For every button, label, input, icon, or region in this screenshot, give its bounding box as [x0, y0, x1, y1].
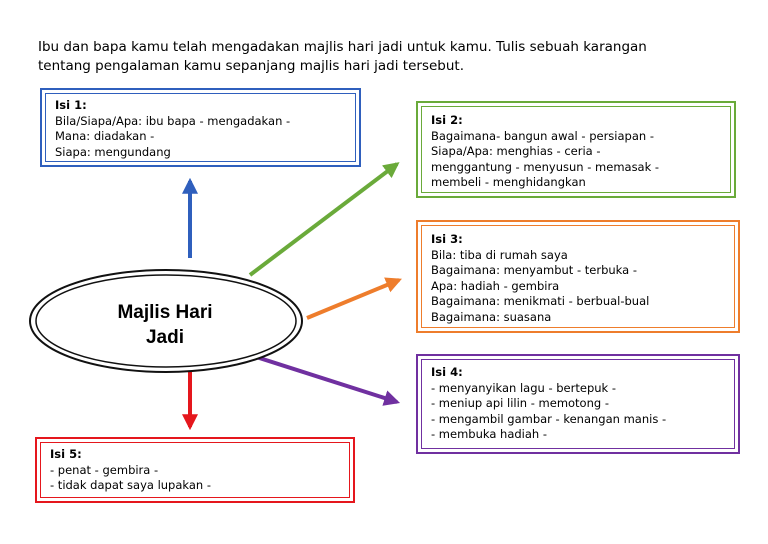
isi-2-title: Isi 2: — [431, 113, 463, 127]
isi-2-line: Siapa/Apa: menghias - ceria - — [431, 144, 601, 158]
isi-3-line: Bila: tiba di rumah saya — [431, 247, 568, 262]
isi-3-line: Bagaimana: menikmati - berbual-bual — [431, 294, 650, 308]
isi-5-title: Isi 5: — [50, 447, 82, 461]
isi-3-box — [416, 220, 740, 333]
arrow-to-isi-4 — [250, 355, 397, 402]
isi-4-line: - membuka hadiah - — [431, 427, 548, 441]
isi-1-title: Isi 1: — [55, 98, 87, 112]
center-topic — [100, 300, 230, 350]
instruction-line-1: Ibu dan bapa kamu telah mengadakan majlis hari jadi untuk kamu. Tulis sebuah karangan — [38, 39, 647, 55]
isi-4-line: - menyanyikan lagu - bertepuk - — [431, 380, 616, 395]
isi-5-line: - penat - gembira - — [50, 462, 159, 477]
isi-2-line: Bagaimana- bangun awal - persiapan - — [431, 128, 654, 143]
arrow-to-isi-3 — [307, 280, 399, 318]
isi-4-title: Isi 4: — [431, 365, 463, 379]
isi-2-box — [416, 101, 736, 198]
instruction-line-2: tentang pengalaman kamu sepanjang majlis hari jadi tersebut. — [38, 58, 464, 74]
isi-5-box — [35, 437, 355, 503]
isi-1-line: Mana: diadakan - — [55, 129, 155, 143]
isi-4-line: - mengambil gambar - kenangan manis - — [431, 411, 667, 426]
isi-2-line: menggantung - menyusun - memasak - — [431, 159, 660, 174]
center-topic-line-1: Majlis Hari — [117, 302, 213, 323]
isi-3-line: Bagaimana: suasana — [431, 309, 552, 324]
isi-3-title: Isi 3: — [431, 232, 463, 246]
isi-3-line: Bagaimana: menyambut - terbuka - — [431, 263, 637, 277]
isi-4-line: - meniup api lilin - memotong - — [431, 396, 609, 410]
isi-2-line: membeli - menghidangkan — [431, 175, 586, 189]
isi-1-box — [40, 88, 361, 167]
isi-3-line: Apa: hadiah - gembira — [431, 278, 560, 293]
arrow-to-isi-2 — [250, 164, 397, 275]
center-topic-line-2: Jadi — [145, 327, 185, 348]
isi-4-box — [416, 354, 740, 454]
isi-1-line: Siapa: mengundang — [55, 144, 171, 159]
isi-5-line: - tidak dapat saya lupakan - — [50, 478, 212, 492]
isi-1-line: Bila/Siapa/Apa: ibu bapa - mengadakan - — [55, 113, 291, 128]
